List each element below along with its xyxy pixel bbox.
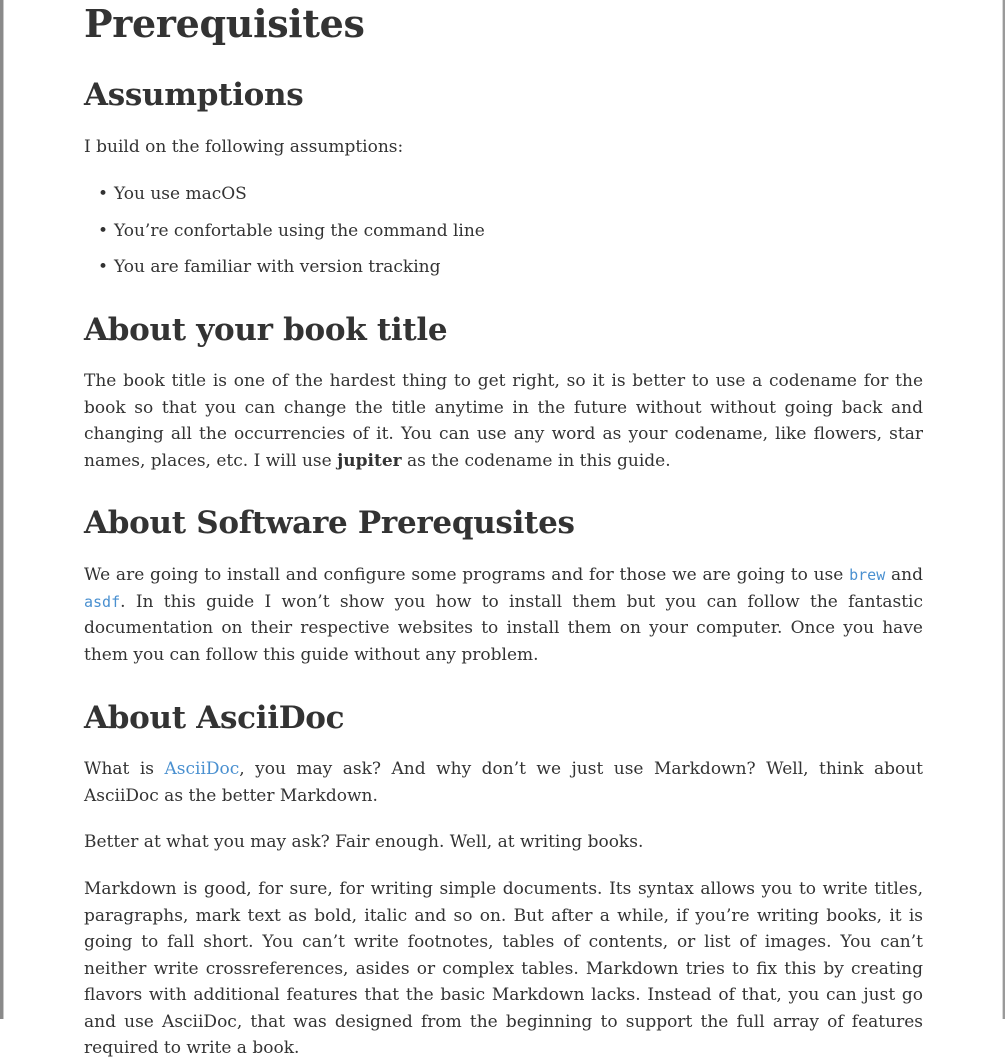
section-heading-asciidoc: About AsciiDoc [84,700,345,736]
paragraph-text: as the codename in this guide. [401,450,671,471]
list-item [98,218,485,244]
paragraph-text: What is [84,759,165,779]
list-item [98,254,485,280]
list-item-text: You are familiar with version tracking [114,257,441,277]
asciidoc-paragraph-3: Markdown is good, for sure, for writing simple documents. Its syntax allows you to write titles, paragraphs, mark text as bold, italic and so on. But after a while, if you’re writing books, it is going to fall short. You can’t write footnotes, tables of contents, or list of images. You can’t neither write crossreferences, asides or complex tables. Markdown tries to fix this by creating flavors with additional features that the basic Markdown lacks. Instead of that, you can just go and use AsciiDoc, that was designed from the beginning to support the full array of features required to write a book. [84,879,923,1058]
bullet-icon: • [98,184,109,204]
section-heading-assumptions: Assumptions [84,77,304,113]
asciidoc-link[interactable]: AsciiDoc [164,759,240,779]
assumptions-intro: I build on the following assumptions: [84,137,404,157]
asdf-code: asdf [84,592,121,611]
list-item-text: You use macOS [114,184,247,204]
paragraph-text: and [885,565,923,585]
bullet-icon: • [98,257,109,277]
asdf-link[interactable] [84,592,120,612]
codename-bold: jupiter [337,450,402,471]
assumptions-list [84,181,485,291]
section-heading-book-title: About your book title [84,312,448,348]
software-paragraph [84,562,923,668]
asciidoc-paragraph-2: Better at what you may ask? Fair enough. Well, at writing books. [84,832,644,852]
page-title: Prerequisites [84,1,365,46]
paragraph-text: The book title is one of the hardest thing to get right, so it is better to use a codename for the book so that you can change the title anytime in the future without without going back and changing all the occurrencies of it. You can use any word as your codename, like flowers, star names, places, etc. I will use [84,371,923,471]
asciidoc-paragraph-1 [84,756,923,809]
paragraph-text: , you may ask? And why don’t we just use Markdown? Well, think about AsciiDoc as the better Markdown. [84,759,923,806]
section-heading-software: About Software Prerequsites [84,505,575,541]
list-item [98,181,485,207]
window-left-border [0,0,4,1019]
paragraph-text: . In this guide I won’t show you how to install them but you can follow the fantastic documentation on their respective websites to install them on your computer. Once you have them you can follow this guide without any problem. [84,591,923,665]
brew-code: brew [849,566,886,584]
paragraph-text: We are going to install and configure some programs and for those we are going to use [84,565,850,585]
brew-link[interactable] [849,565,885,585]
bullet-icon: • [98,220,109,241]
list-item-text: You’re confortable using the command line [114,220,485,241]
book-title-paragraph [84,368,923,474]
